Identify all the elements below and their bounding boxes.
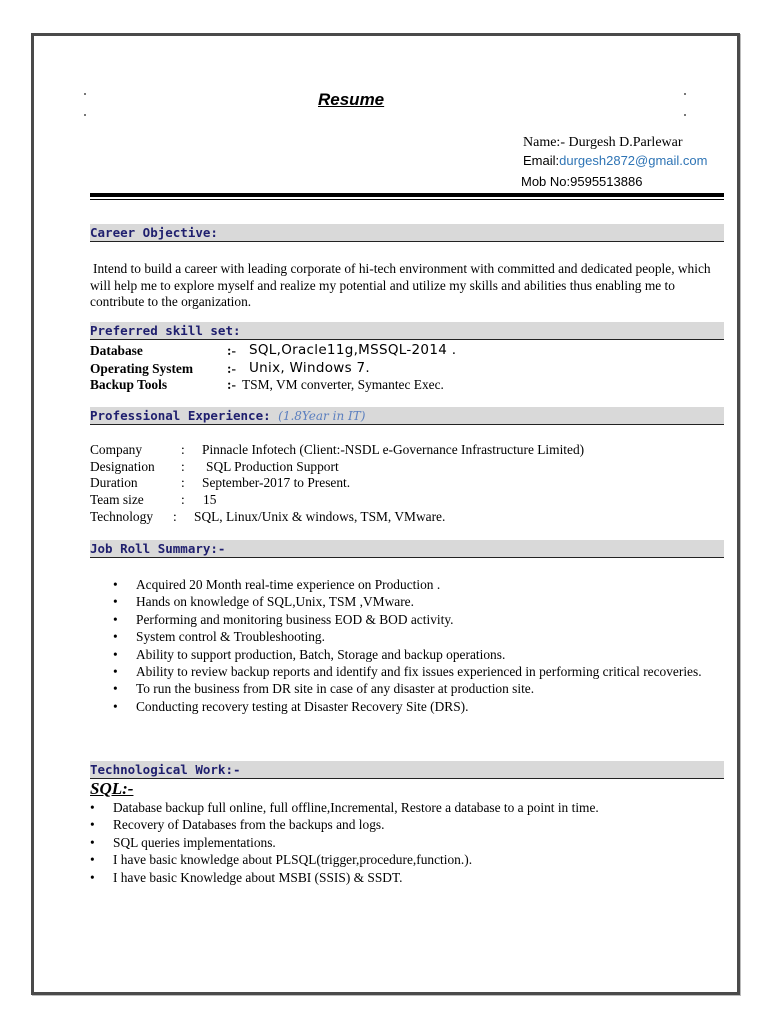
exp-value: September-2017 to Present. bbox=[202, 475, 351, 490]
skill-value: TSM, VM converter, Symantec Exec. bbox=[242, 377, 444, 392]
list-item: • I have basic knowledge about PLSQL(trigger,procedure,function.). bbox=[113, 851, 599, 868]
exp-key: Team size bbox=[90, 492, 144, 507]
skill-label: Backup Tools bbox=[90, 377, 168, 392]
skill-label: Operating System bbox=[90, 361, 194, 376]
skill-value: Unix, Windows 7. bbox=[249, 360, 370, 376]
heading-text: Technological Work:- bbox=[90, 762, 241, 777]
list-item: • Hands on knowledge of SQL,Unix, TSM ,VMware. bbox=[136, 593, 702, 610]
heading-text: Job Roll Summary:- bbox=[90, 541, 226, 556]
career-objective-heading bbox=[90, 224, 724, 242]
skill-sep: :- bbox=[227, 343, 236, 358]
sql-subheading: SQL:- bbox=[90, 779, 134, 798]
exp-value: Pinnacle Infotech (Client:-NSDL e-Governance Infrastructure Limited) bbox=[202, 442, 585, 457]
heading-text: Preferred skill set: bbox=[90, 323, 241, 338]
corner-mark bbox=[684, 93, 686, 95]
career-objective-text: Intend to build a career with leading corporate of hi-tech environment with committed and dedicated people, which will help me to explore myself and realize my potential and utilize my skills and abilities thus enabling me to contribute to the organization. bbox=[90, 261, 711, 309]
exp-sep: : bbox=[181, 442, 185, 457]
exp-value: SQL Production Support bbox=[206, 459, 339, 474]
header-rule bbox=[90, 193, 724, 197]
list-item: • SQL queries implementations. bbox=[113, 834, 599, 851]
corner-mark bbox=[684, 114, 686, 116]
exp-key: Duration bbox=[90, 475, 138, 490]
experience-heading bbox=[90, 407, 724, 425]
mobile-line: Mob No:9595513886 bbox=[521, 174, 643, 189]
skill-sep: :- bbox=[227, 361, 236, 376]
exp-value: 15 bbox=[203, 492, 217, 507]
skill-value: SQL,Oracle11g,MSSQL-2014 . bbox=[249, 342, 457, 358]
skill-label: Database bbox=[90, 343, 143, 358]
list-item: • I have basic Knowledge about MSBI (SSIS) & SSDT. bbox=[113, 869, 599, 886]
skills-heading bbox=[90, 322, 724, 340]
corner-mark bbox=[84, 93, 86, 95]
header-rule-thin bbox=[90, 199, 724, 200]
list-item: • Ability to support production, Batch, Storage and backup operations. bbox=[136, 646, 702, 663]
list-item: • System control & Troubleshooting. bbox=[136, 628, 702, 645]
email-line bbox=[523, 153, 707, 168]
exp-sep: : bbox=[181, 475, 185, 490]
list-item: • Acquired 20 Month real-time experience on Production . bbox=[136, 576, 702, 593]
tech-work-list bbox=[113, 799, 599, 886]
list-item: • Ability to review backup reports and identify and fix issues experienced in performing critical recoveries. bbox=[136, 663, 702, 680]
list-item: • Conducting recovery testing at Disaster Recovery Site (DRS). bbox=[136, 698, 702, 715]
list-item: • Recovery of Databases from the backups and logs. bbox=[113, 816, 599, 833]
experience-years: (1.8Year in IT) bbox=[278, 409, 366, 423]
heading-text: Professional Experience: bbox=[90, 408, 271, 423]
list-item: • Performing and monitoring business EOD & BOD activity. bbox=[136, 611, 702, 628]
resume-title: Resume bbox=[318, 90, 385, 109]
tech-work-heading bbox=[90, 761, 724, 779]
exp-sep: : bbox=[181, 492, 185, 507]
corner-mark bbox=[84, 114, 86, 116]
job-summary-list bbox=[136, 576, 702, 715]
exp-sep: : bbox=[173, 509, 177, 524]
skill-sep: :- bbox=[227, 377, 236, 392]
job-summary-heading bbox=[90, 540, 724, 558]
heading-text: Career Objective: bbox=[90, 225, 218, 240]
exp-key: Designation bbox=[90, 459, 155, 474]
email-link[interactable]: durgesh2872@gmail.com bbox=[559, 153, 708, 168]
exp-key: Technology bbox=[90, 509, 154, 524]
exp-sep: : bbox=[181, 459, 185, 474]
exp-key: Company bbox=[90, 442, 143, 457]
email-label: Email: bbox=[523, 153, 560, 168]
list-item: • To run the business from DR site in case of any disaster at production site. bbox=[136, 680, 702, 697]
name-line: Name:- Durgesh D.Parlewar bbox=[523, 135, 683, 150]
exp-value: SQL, Linux/Unix & windows, TSM, VMware. bbox=[194, 509, 446, 524]
list-item: • Database backup full online, full offline,Incremental, Restore a database to a point in time. bbox=[113, 799, 599, 816]
